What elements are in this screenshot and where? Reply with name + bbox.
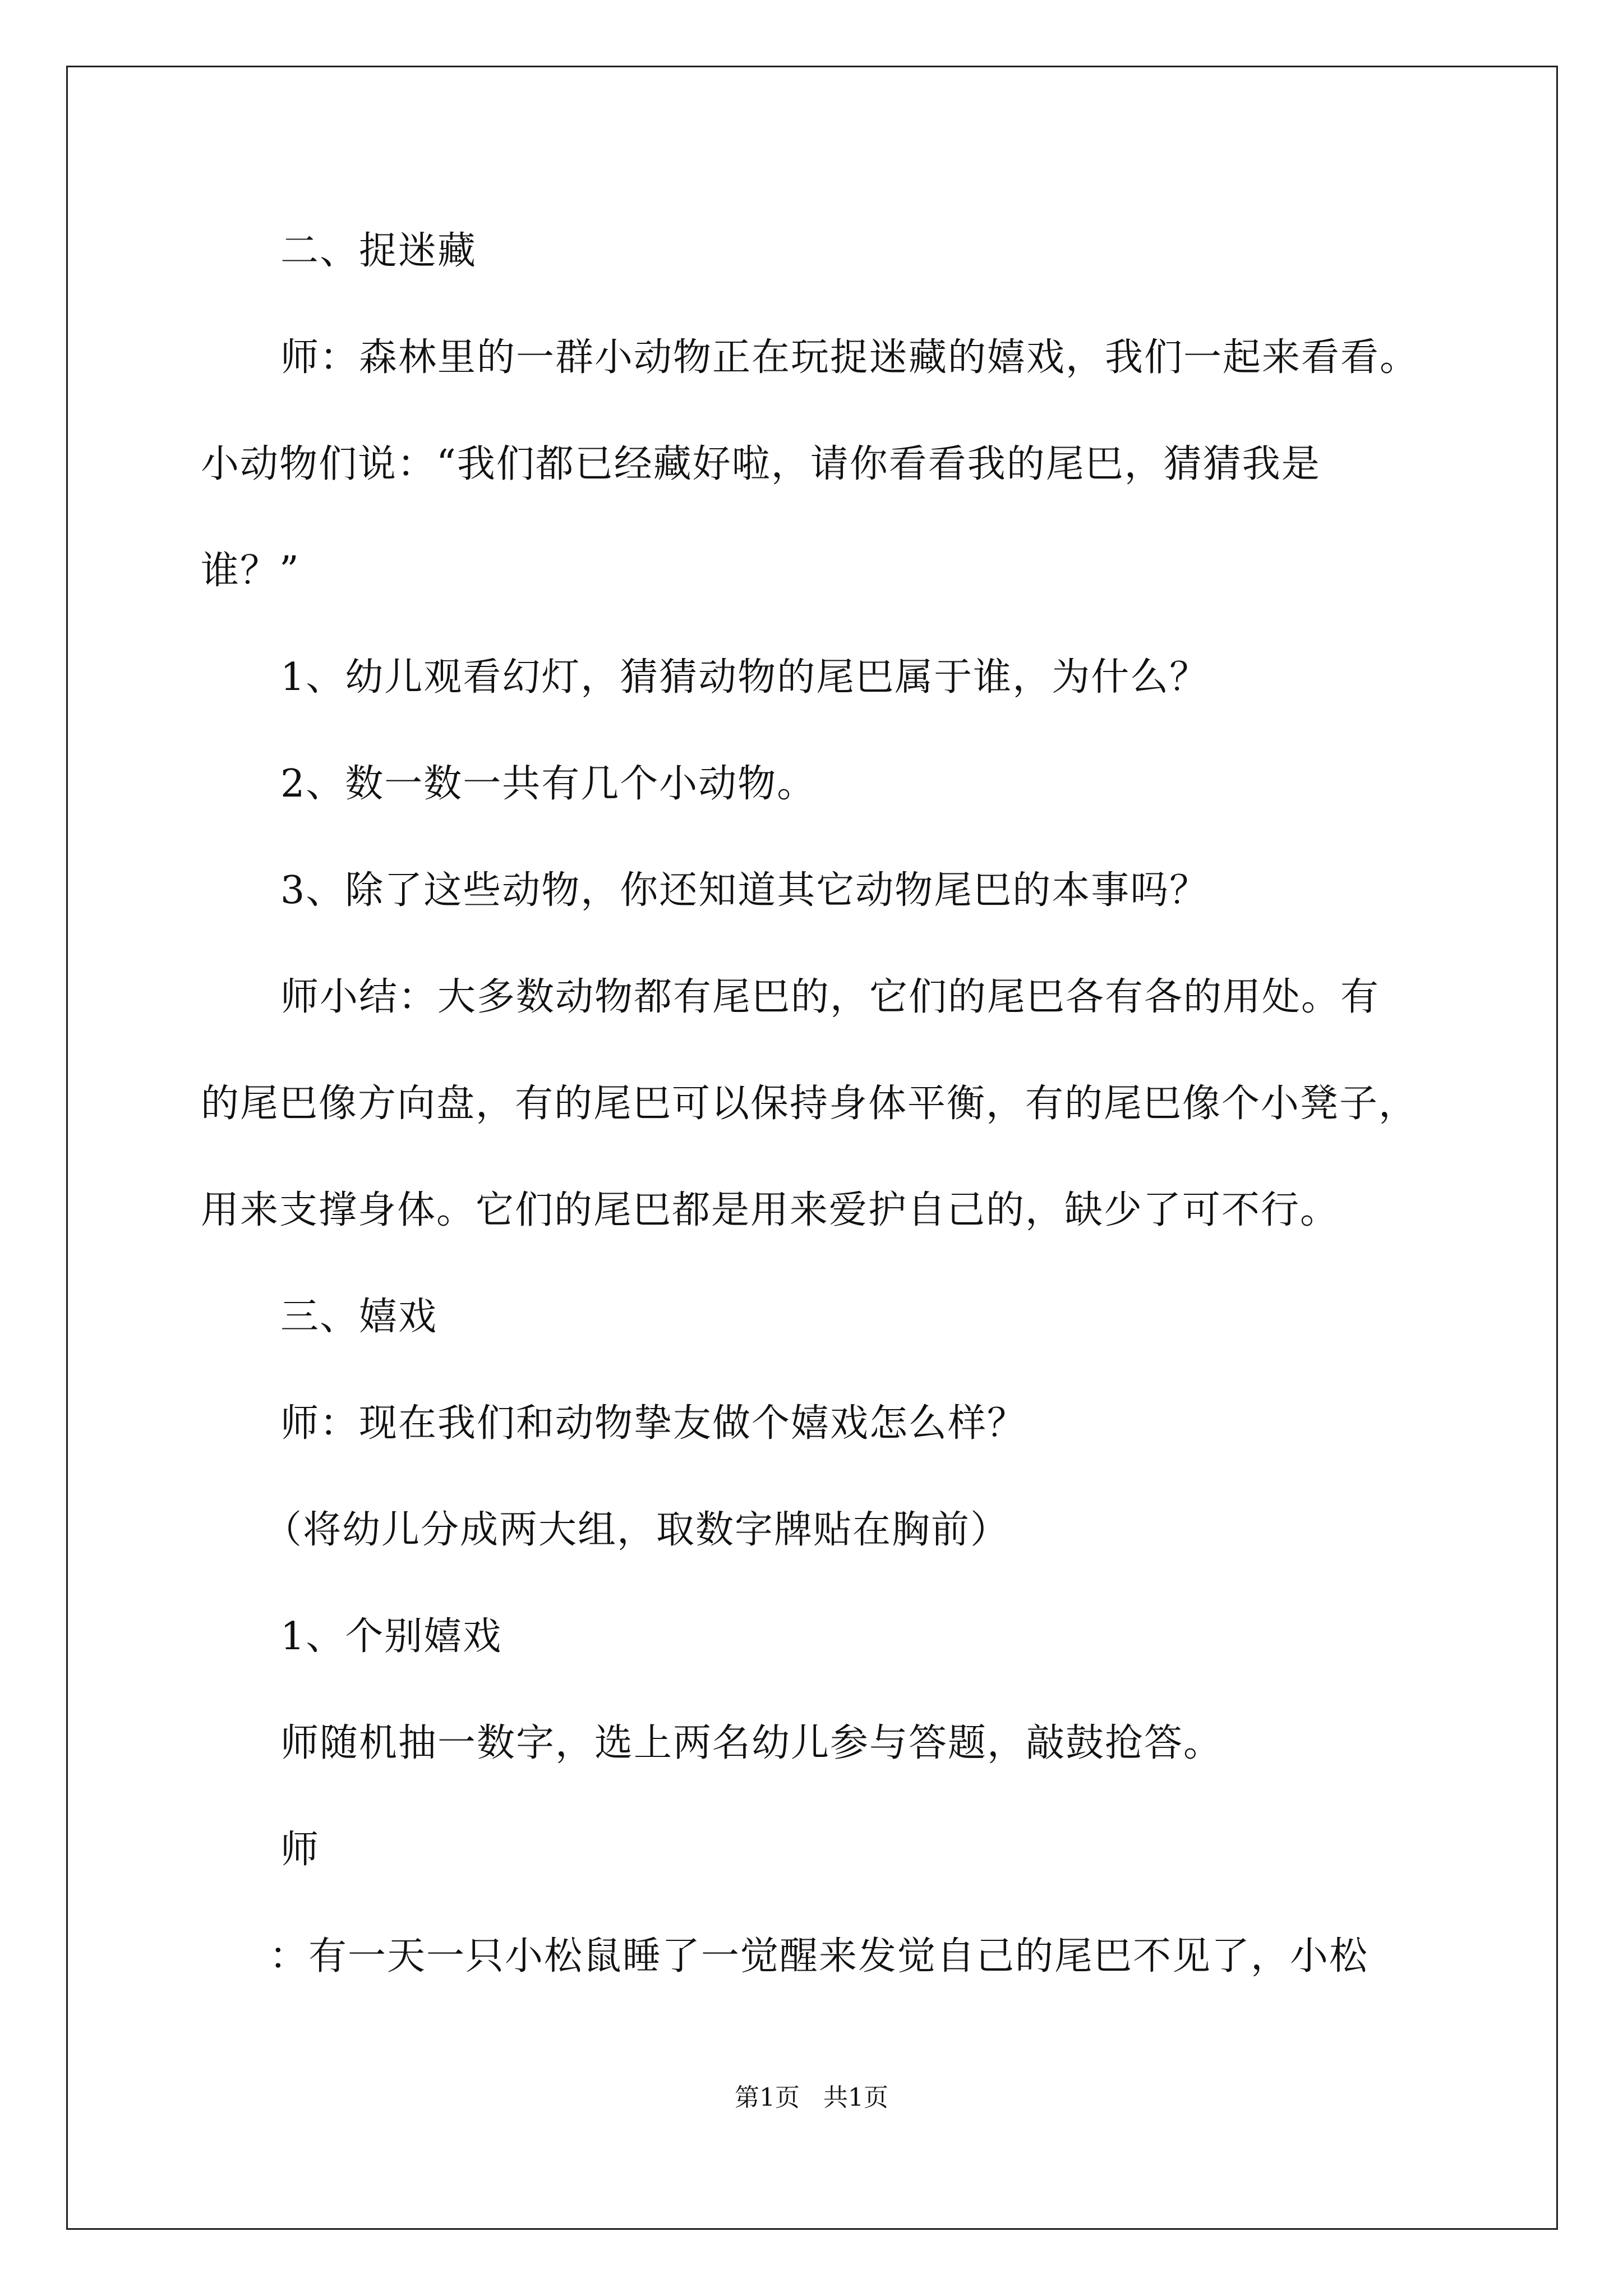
page-total: 共1页 [823, 2083, 888, 2112]
paragraph-line: 师：现在我们和动物挚友做个嬉戏怎么样？ [280, 1401, 1027, 1446]
paragraph-line: 用来支撑身体。它们的尾巴都是用来爱护自己的，缺少了可不行。 [201, 1188, 1340, 1232]
section-heading-game: 三、嬉戏 [280, 1295, 438, 1339]
page-footer [0, 2082, 1623, 2114]
list-item: 1、幼儿观看幻灯，猜猜动物的尾巴属于谁，为什么？ [280, 655, 1209, 700]
paragraph-line: 师 [280, 1828, 320, 1872]
paragraph-line: 师小结：大多数动物都有尾巴的，它们的尾巴各有各的用处。有 [280, 975, 1380, 1019]
page-number: 第1页 [735, 2083, 800, 2112]
list-item: 1、个别嬉戏 [280, 1614, 502, 1659]
paragraph-line: 师：森林里的一群小动物正在玩捉迷藏的嬉戏，我们一起来看看。 [280, 335, 1419, 380]
page-border [66, 66, 1558, 2230]
section-heading-hide-and-seek: 二、捉迷藏 [280, 229, 477, 273]
list-item: 2、数一数一共有几个小动物。 [280, 762, 817, 806]
paragraph-line: ：有一天一只小松鼠睡了一觉醒来发觉自己的尾巴不见了，小松 [269, 1934, 1369, 1978]
list-item: 3、除了这些动物，你还知道其它动物尾巴的本事吗？ [280, 868, 1209, 913]
paragraph-line: （将幼儿分成两大组，取数字牌贴在胸前） [264, 1508, 1010, 1552]
paragraph-line: 小动物们说：“我们都已经藏好啦，请你看看我的尾巴，猜猜我是 [201, 442, 1321, 486]
paragraph-line: 谁？” [201, 549, 300, 593]
paragraph-line: 的尾巴像方向盘，有的尾巴可以保持身体平衡，有的尾巴像个小凳子， [201, 1082, 1418, 1126]
paragraph-line: 师随机抽一数字，选上两名幼儿参与答题，敲鼓抢答。 [280, 1721, 1223, 1765]
